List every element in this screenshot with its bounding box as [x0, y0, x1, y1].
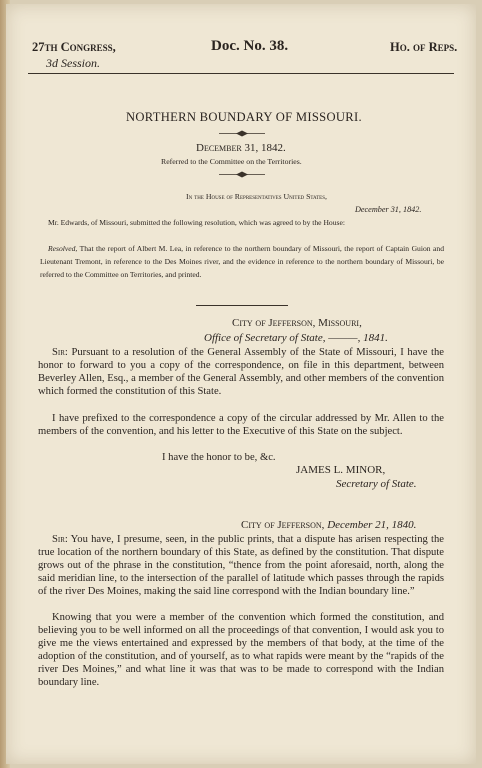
letter1-paragraph-2	[38, 413, 444, 439]
letter1-para1-text: Pursuant to a resolution of the General Assembly of the State of Missouri, I have the honor to forward to you a copy of the correspondence, on file in this department, between Beverley Allen, Esq., a member of the General Assembly, and other members of the convention which formed the constitution of this State.	[38, 347, 444, 397]
letter2-heading	[241, 519, 416, 531]
house-date: December 31, 1842.	[355, 205, 422, 214]
house-heading: In the House of Representatives United States,	[186, 192, 327, 201]
letter1-closing: I have the honor to be, &c.	[162, 452, 276, 463]
letter1-office: Office of Secretary of State, ———, 1841.	[204, 332, 388, 344]
house-intro-text: Mr. Edwards, of Missouri, submitted the following resolution, which was agreed to by the House:	[48, 218, 345, 227]
resolved-text: That the report of Albert M. Lea, in reference to the northern boundary of Missouri, the report of Captain Guion and Lieutenant Tremont, in reference to the Des Moines river, and the evidence in reference to the northern boundary of Missouri, be referred to the Committee on Territories, and printed.	[40, 244, 444, 279]
document-title: NORTHERN BOUNDARY OF MISSOURI.	[126, 110, 362, 124]
ornament-divider-icon	[219, 171, 265, 178]
house-label: Ho. of Reps.	[390, 40, 458, 54]
letter1-salutation: Sir:	[52, 347, 68, 358]
doc-number: Doc. No. 38.	[211, 38, 289, 54]
ornament-divider-icon	[219, 130, 265, 137]
session-label: 3d Session.	[46, 56, 100, 70]
letter1-place: City of Jefferson, Missouri,	[232, 317, 362, 329]
document-page	[6, 4, 476, 764]
letter1-para2-text: I have prefixed to the correspondence a copy of the circular addressed by Mr. Allen to the members of the convention, and his letter to the Executive of this State on the subject.	[38, 413, 444, 437]
letter1-signature-title: Secretary of State.	[336, 478, 417, 490]
letter2-para1-text: You have, I presume, seen, in the public prints, that a dispute has arisen respecting the true location of the northern boundary of this State, as defined by the constitution. That dispute grows out of the phrase in the constitution, “thence from the point aforesaid, north, along the said meridian line, to the intersection of the parallel of latitude which passes through the rapids of the river Des Moines, making the said line correspond with the Indian boundary line.”	[38, 534, 444, 597]
letter2-date: December 21, 1840.	[324, 519, 417, 531]
resolution-paragraph	[40, 243, 444, 281]
referred-line: Referred to the Committee on the Territories.	[161, 157, 302, 166]
section-rule	[196, 305, 288, 306]
letter2-place: City of Jefferson,	[241, 519, 325, 531]
letter2-salutation: Sir:	[52, 534, 68, 545]
date-line: December 31, 1842.	[196, 142, 286, 154]
letter2-paragraph-1	[38, 534, 444, 599]
letter2-para2-text: Knowing that you were a member of the convention which formed the constitution, and believing you to be well informed on all the proceedings of that convention, I would ask you to give me the views entertained and expressed by the members of that body, at the time of the adoption of the constitution, and of yourself, as to what rapids were meant by the “rapids of the river Des Moines,” and what line it was that was to be made to correspond with the Indian boundary line.	[38, 612, 444, 688]
congress-label: 27th Congress,	[32, 40, 116, 54]
header-rule	[28, 73, 454, 74]
letter1-paragraph-1	[38, 347, 444, 399]
letter2-paragraph-2	[38, 612, 444, 689]
resolved-label: Resolved,	[48, 244, 78, 253]
house-intro	[40, 217, 444, 230]
letter1-signature: JAMES L. MINOR,	[296, 464, 386, 476]
